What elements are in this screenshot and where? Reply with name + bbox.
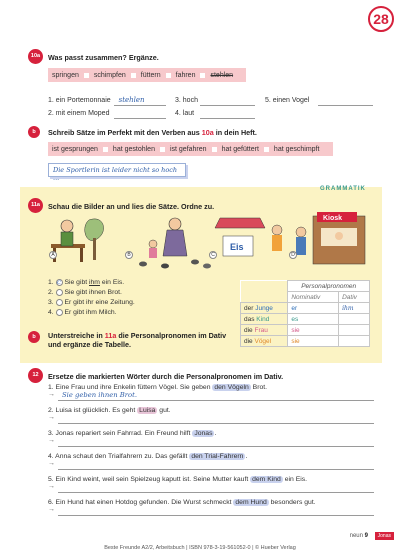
item-text-end: .: [245, 453, 248, 460]
item-10a-3: 3. hoch: [175, 97, 198, 104]
sentence-2: [48, 288, 135, 298]
sentence-1: [48, 278, 135, 288]
handwritten-answer-10a[interactable]: stehlen: [118, 96, 145, 104]
label-d: D: [289, 251, 297, 259]
answer-line: [200, 105, 255, 106]
pronoun: ihr: [86, 299, 94, 306]
answer-line: [114, 118, 166, 119]
nominativ-cell: es: [288, 314, 339, 325]
sentence-text: Sie gibt: [64, 289, 90, 296]
marked-words: Jonas: [194, 430, 213, 437]
answer-line[interactable]: [58, 492, 374, 493]
noun: Kind: [256, 315, 270, 323]
answer-line: [318, 105, 373, 106]
picture-label-a: [49, 251, 57, 259]
item-text: 4. Anna schaut den Trialfahrern zu. Das gefällt: [48, 453, 190, 460]
item-text-end: Brot.: [250, 384, 268, 391]
marked-words: dem Kind: [252, 476, 281, 483]
sentence-3: [48, 298, 135, 308]
dativ-cell[interactable]: [339, 325, 370, 336]
task-11b-title-text: Unterstreiche in: [48, 331, 105, 340]
task-ref-11a: 11a: [104, 331, 117, 340]
picture-a-boy-bench: [51, 219, 104, 262]
word-box-10a: [48, 68, 246, 82]
example-sentence-box: [48, 163, 186, 182]
exercise-list-12: [48, 384, 374, 522]
answer-line[interactable]: [58, 423, 374, 424]
picture-label-c: [209, 251, 217, 259]
answer-line[interactable]: [58, 515, 374, 516]
word-schimpfen: schimpfen: [93, 71, 126, 79]
handwritten-dativ: ihm: [342, 304, 354, 312]
exercise-item-3: [48, 430, 374, 453]
picture-label-d: [289, 251, 297, 259]
article: der: [244, 304, 256, 312]
sentence-text-end: eine Zeitung.: [93, 299, 135, 306]
nominativ-cell: er: [288, 303, 339, 314]
task-11b-title-end: die Personalpronomen im Dativ und ergänze die Tabelle.: [48, 331, 227, 349]
col-dativ: Dativ: [339, 292, 370, 303]
picture-b-woman-birds: [139, 218, 211, 269]
marked-words: den Vögeln: [214, 384, 249, 391]
dativ-cell[interactable]: [339, 336, 370, 347]
footer-credit: Beste Freunde A2/2, Arbeitsbuch | ISBN 978-3-19-561052-0 | © Hueber Verlag: [104, 545, 296, 551]
footer-tag: Jonas: [375, 532, 394, 540]
arrow-icon: →: [48, 414, 55, 421]
answer-line[interactable]: [58, 469, 374, 470]
arrow-icon: →: [48, 483, 55, 490]
exercise-item-4: [48, 453, 374, 476]
word-hat-gestohlen: hat gestohlen: [112, 145, 155, 153]
sentence-text: Er gibt: [64, 309, 86, 316]
item-text: 3. Jonas repariert sein Fahrrad. Ein Freund hilft: [48, 430, 193, 437]
item-text: 2. Luisa ist glücklich. Es geht: [48, 407, 138, 414]
noun: Junge: [255, 304, 273, 312]
arrow-icon: →: [48, 437, 55, 444]
word-stehlen: stehlen: [210, 71, 234, 79]
pronoun: ihnen: [89, 289, 106, 296]
item-text: 1. Eine Frau und ihre Enkelin füttern Vögel. Sie geben: [48, 384, 213, 391]
task-10a-title: Was passt zusammen? Ergänze.: [48, 53, 159, 62]
item-10a-4: 4. laut: [175, 110, 195, 117]
article: die: [244, 337, 255, 345]
exercise-item-6: [48, 499, 374, 522]
word-fahren: fahren: [175, 71, 196, 79]
task-10b-title-text: Schreib Sätze im Perfekt mit den Verben aus: [48, 128, 202, 137]
scene-illustration: [45, 210, 373, 272]
word-fuettern: füttern: [140, 71, 161, 79]
answer-radio-4[interactable]: [56, 309, 63, 316]
answer-radio-2[interactable]: [56, 289, 63, 296]
task-10b-title: [48, 128, 257, 137]
arrow-icon: →: [48, 391, 55, 398]
label-c: C: [209, 251, 217, 259]
item-text-end: besonders gut.: [268, 499, 316, 506]
answer-line: [200, 118, 255, 119]
task-12-badge: 12: [28, 368, 43, 383]
article: das: [244, 315, 257, 323]
sentence-num: 1.: [48, 279, 54, 286]
answer-line: [114, 105, 166, 106]
picture-d-kiosk: [296, 212, 365, 264]
page-badge: [368, 6, 394, 32]
sentence-text-end: Milch.: [96, 309, 117, 316]
pronoun: ihm: [86, 309, 97, 316]
kiosk-sign: Kiosk: [323, 215, 343, 222]
item-text: 6. Ein Hund hat einen Hotdog gefunden. Die Wurst schmeckt: [48, 499, 234, 506]
word-box-10b: [48, 142, 333, 156]
exercise-item-5: [48, 476, 374, 499]
dativ-cell[interactable]: [339, 303, 370, 314]
sentence-list-11a: [48, 278, 135, 318]
item-text-end: .: [214, 430, 217, 437]
task-10b-badge: b: [28, 126, 40, 138]
table-header: Personalpronomen: [288, 281, 370, 292]
word-hat-geschimpft: hat geschimpft: [273, 145, 320, 153]
pronoun-table: [240, 280, 370, 347]
handwritten-answer-12[interactable]: Sie geben ihnen Brot.: [62, 391, 138, 399]
table-row: [241, 336, 370, 347]
answer-line[interactable]: [58, 446, 374, 447]
example-sentence: Die Sportlerin ist leider nicht so hoch ...: [53, 166, 178, 182]
word-springen: springen: [52, 71, 79, 79]
sentence-num: 2.: [48, 289, 54, 296]
handwritten-answer-11a: C: [57, 279, 61, 286]
underlined-pronoun: ihm: [89, 279, 100, 286]
article: die: [244, 326, 255, 334]
item-text: 5. Ein Kind weint, weil sein Spielzeug kaputt ist. Seine Mutter kauft: [48, 476, 251, 483]
label-a: A: [49, 251, 57, 259]
nominativ-cell: sie: [288, 336, 339, 347]
item-10a-2: 2. mit einem Moped: [48, 110, 110, 117]
marked-words: Luisa: [139, 407, 156, 414]
exercise-item-1: [48, 384, 374, 407]
page-word: neun: [349, 533, 363, 539]
sentence-text-end: Brot.: [105, 289, 122, 296]
task-11b-title: [48, 331, 228, 349]
dativ-cell[interactable]: [339, 314, 370, 325]
noun: Vögel: [254, 337, 272, 345]
task-11a-badge: 11a: [28, 198, 43, 213]
item-10a-1-text: 1. ein Portemonnaie: [48, 97, 111, 104]
marked-words: dem Hund: [235, 499, 267, 506]
sentence-4: [48, 308, 135, 318]
table-row: [241, 303, 370, 314]
item-10a-1: [48, 96, 168, 104]
word-ist-gefahren: ist gefahren: [169, 145, 207, 153]
task-11b-badge: b: [28, 331, 40, 343]
answer-radio-1[interactable]: [56, 279, 63, 286]
table-row: [241, 314, 370, 325]
page-num: 9: [364, 533, 368, 539]
answer-radio-3[interactable]: [56, 299, 63, 306]
arrow-icon: →: [48, 506, 55, 513]
page-number: 28: [373, 11, 389, 27]
picture-label-b: [125, 251, 133, 259]
item-text-end: gut.: [157, 407, 171, 414]
nominativ-cell: sie: [288, 325, 339, 336]
word-ist-gesprungen: ist gesprungen: [52, 145, 98, 153]
task-11a-title: Schau die Bilder an und lies die Sätze. Ordne zu.: [48, 202, 215, 211]
footer-page: [350, 533, 368, 539]
word-hat-gefuettert: hat gefüttert: [221, 145, 259, 153]
sentence-text-end: ein Eis.: [99, 279, 125, 286]
item-text-end: ein Eis.: [282, 476, 308, 483]
exercise-item-2: [48, 407, 374, 430]
grammatik-label: GRAMMATIK: [320, 186, 366, 192]
sentence-num: 4.: [48, 309, 54, 316]
picture-c-ice-cream-stand: [215, 218, 282, 256]
table-row: [241, 325, 370, 336]
noun: Frau: [254, 326, 268, 334]
marked-words: den Trial-Fahrern: [191, 453, 244, 460]
item-10a-5: 5. einen Vogel: [265, 97, 310, 104]
arrow-icon: →: [48, 460, 55, 467]
sentence-text: Sie gibt: [64, 279, 90, 286]
task-ref-10a: 10a: [201, 128, 214, 137]
label-b: B: [125, 251, 133, 259]
task-12-title: Ersetze die markierten Wörter durch die Personalpronomen im Dativ.: [48, 372, 284, 381]
sentence-text: Er gibt: [64, 299, 86, 306]
task-10b-title-end: in dein Heft.: [213, 128, 257, 137]
task-10a-badge: 10a: [28, 49, 43, 64]
col-nominativ: Nominativ: [288, 292, 339, 303]
eis-sign: Eis: [230, 242, 244, 252]
sentence-num: 3.: [48, 299, 54, 306]
